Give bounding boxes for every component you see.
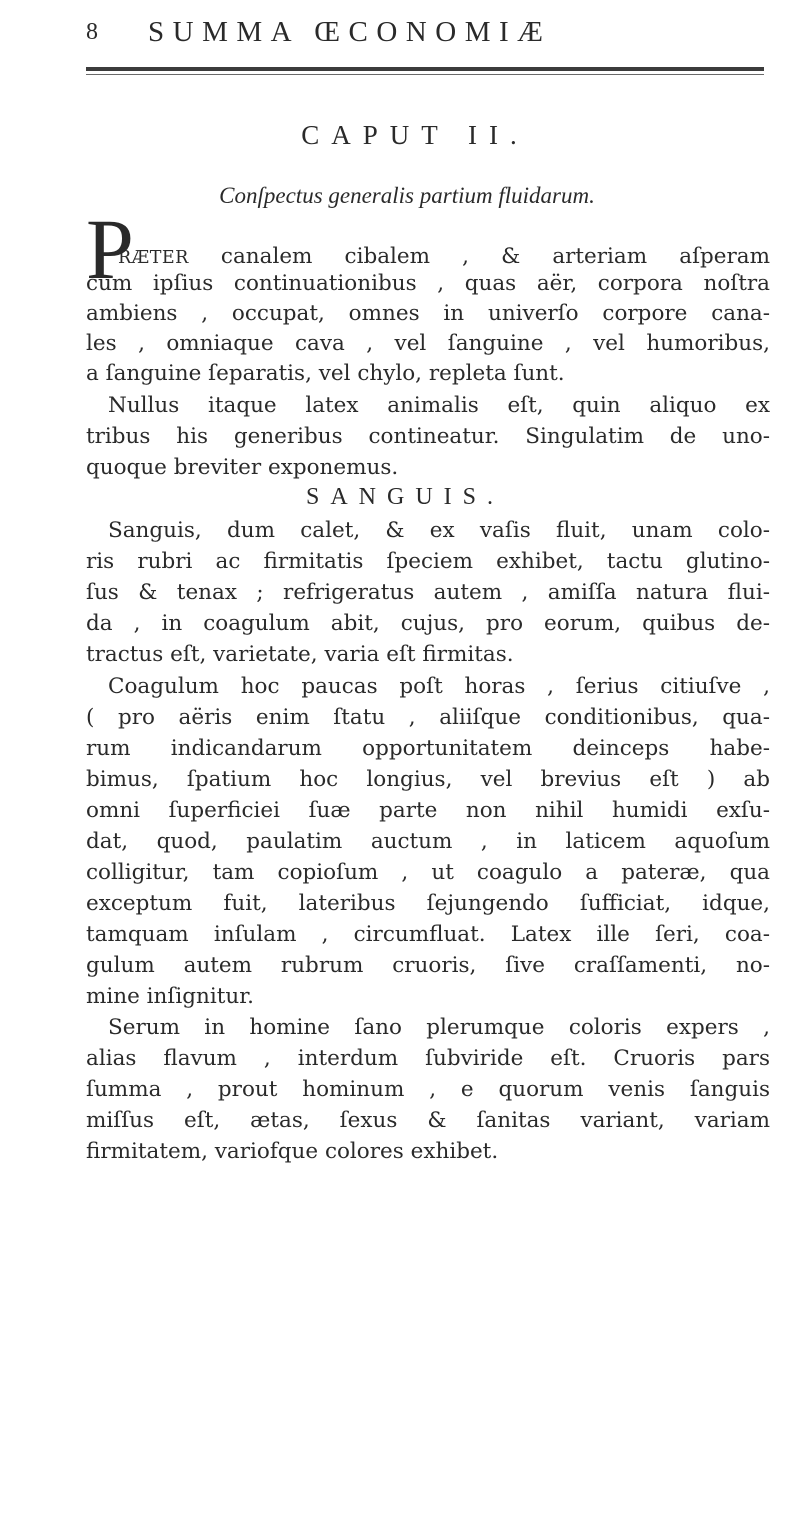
text-line: gulum autem rubrum cruoris, ſive craſſamenti, no- xyxy=(86,953,770,978)
text-line: tribus his generibus contineatur. Singulatim de uno- xyxy=(86,424,770,449)
text-line: Nullus itaque latex animalis eſt, quin aliquo ex xyxy=(108,393,770,418)
text-line: Serum in homine ſano plerumque coloris expers , xyxy=(108,1015,770,1040)
header-rule-thin xyxy=(86,74,764,75)
page-number: 8 xyxy=(86,18,98,45)
chapter-title: CAPUT II. xyxy=(301,120,529,150)
text-line: mine inſignitur. xyxy=(86,984,254,1009)
text-line: ſus & tenax ; refrigeratus autem , amiſſa natura flui- xyxy=(86,580,770,605)
text-line: dat, quod, paulatim auctum , in laticem aquoſum xyxy=(86,829,770,854)
text-line: ſumma , prout hominum , e quorum venis ſanguis xyxy=(86,1077,770,1102)
text-line: tractus eſt, varietate, varia eſt firmitas. xyxy=(86,642,514,667)
text-line: les , omniaque cava , vel ſanguine , vel humoribus, xyxy=(86,331,770,356)
running-title: SUMMA ŒCONOMIÆ xyxy=(148,15,552,48)
text-line: omni ſuperficiei ſuæ parte non nihil humidi exſu- xyxy=(86,798,770,823)
text-line: rum indicandarum opportunitatem deinceps habe- xyxy=(86,736,770,761)
text-line: ambiens , occupat, omnes in univerſo corpore cana- xyxy=(86,301,770,326)
text-line: firmitatem, variofque colores exhibet. xyxy=(86,1139,499,1164)
text-line: tamquam inſulam , circumfluat. Latex ille ſeri, coa- xyxy=(86,922,770,947)
header-rule-thick xyxy=(86,67,764,71)
text-line: miſſus eſt, ætas, ſexus & ſanitas variant, variam xyxy=(86,1108,770,1133)
text-line: cum ipſius continuationibus , quas aër, corpora noſtra xyxy=(86,271,770,296)
text-line: exceptum fuit, lateribus ſejungendo ſufficiat, idque, xyxy=(86,891,770,916)
text-line: Coagulum hoc paucas poſt horas , ſerius citiuſve , xyxy=(108,674,770,699)
text-line: da , in coagulum abit, cujus, pro eorum, quibus de- xyxy=(86,611,770,636)
text-line: a ſanguine ſeparatis, vel chylo, repleta ſunt. xyxy=(86,361,565,386)
text-line: ( pro aëris enim ſtatu , aliiſque conditionibus, qua- xyxy=(86,705,770,730)
running-head xyxy=(86,12,551,52)
drop-cap: P xyxy=(86,201,134,297)
text-line: quoque breviter exponemus. xyxy=(86,455,399,480)
text-line: Sanguis, dum calet, & ex vaſis fluit, unam colo- xyxy=(108,518,770,543)
text-line: ris rubri ac firmitatis ſpeciem exhibet, tactu glutino- xyxy=(86,549,770,574)
text-line: bimus, ſpatium hoc longius, vel brevius eſt ) ab xyxy=(86,767,770,792)
section-heading: SANGUIS. xyxy=(305,484,504,510)
smallcaps-word: RÆTER xyxy=(118,248,189,268)
text-line: alias flavum , interdum ſubviride eſt. Cruoris pars xyxy=(86,1046,770,1071)
text-line: colligitur, tam copioſum , ut coagulo a pateræ, qua xyxy=(86,860,770,885)
chapter-subtitle: Conſpectus generalis partium fluidarum. xyxy=(219,183,595,208)
text-span: canalem cibalem , & arteriam aſperam xyxy=(188,244,770,269)
